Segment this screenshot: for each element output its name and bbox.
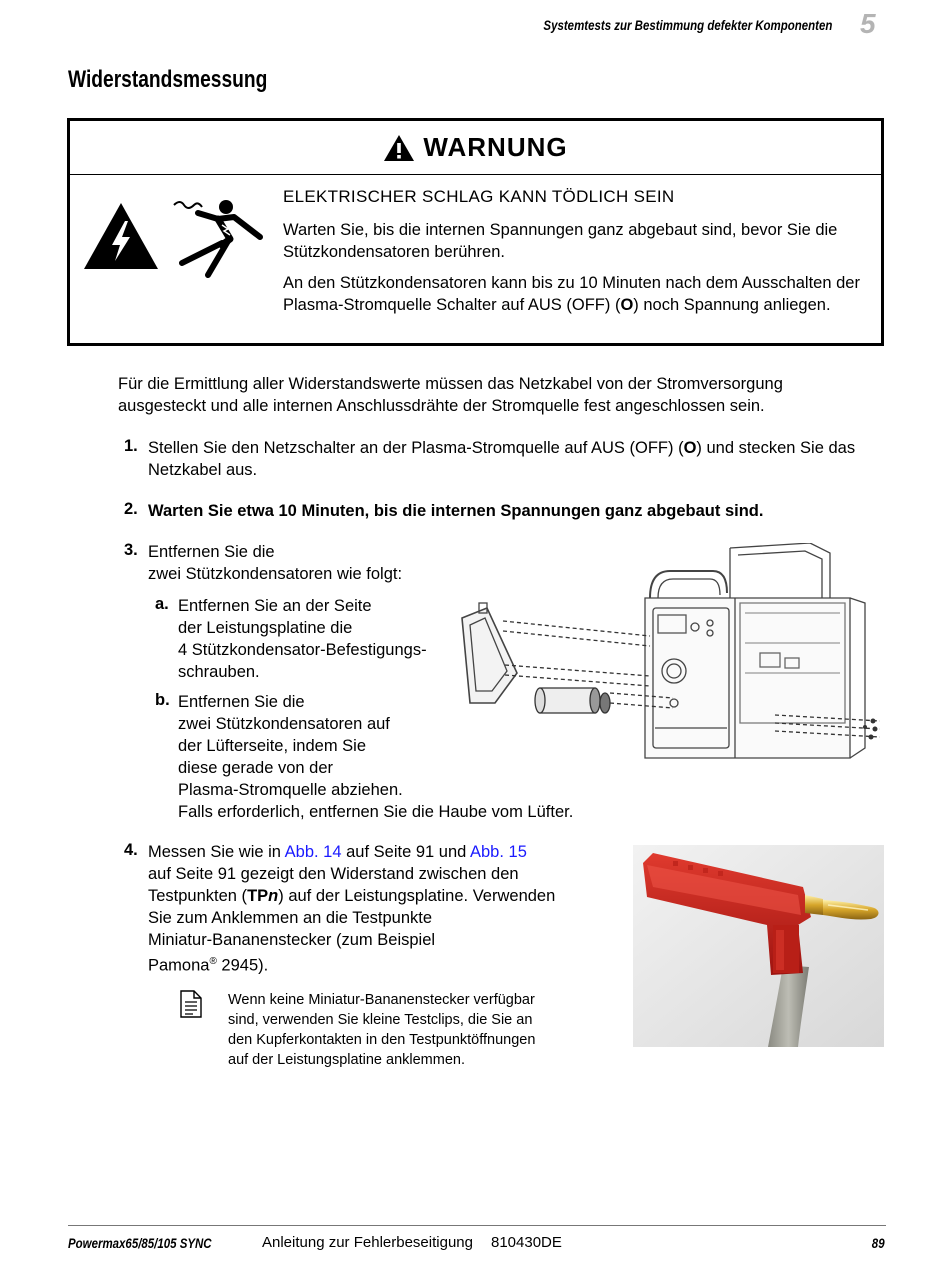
- step-4-number: 4.: [124, 841, 138, 859]
- warning-subheading: ELEKTRISCHER SCHLAG KANN TÖDLICH SEIN: [283, 187, 675, 206]
- figure-14-link[interactable]: Abb. 14: [284, 843, 342, 861]
- footer-product-name: Powermax65/85/105 SYNC: [68, 1235, 212, 1251]
- step-4-text: Messen Sie wie in Abb. 14 auf Seite 91 und Abb. 15 auf Seite 91 gezeigt den Widerstand zwischen den Testpunkten (TPn) auf der Leistungsplatine. Verwenden Sie zum Anklemmen an die Testpunkte Miniatur-Bananenstecker (zum Beispiel Pamona® 2945).: [148, 843, 556, 975]
- warning-header: [70, 121, 881, 175]
- footer-divider: [68, 1225, 886, 1226]
- section-title: Widerstandsmessung: [68, 66, 268, 93]
- header-title: Systemtests zur Bestimmung defekter Komponenten: [543, 17, 832, 33]
- banana-plug-photo: [633, 845, 884, 1047]
- footer-document-code: 810430DE: [491, 1234, 562, 1251]
- warning-paragraph-1: Warten Sie, bis die internen Spannungen ganz abgebaut sind, bevor Sie die Stützkondensatoren berühren.: [283, 221, 838, 261]
- high-voltage-icon: [82, 201, 160, 271]
- capacitor-removal-illustration: [455, 543, 885, 768]
- step-3a-label: a.: [155, 595, 169, 613]
- chapter-number: 5: [860, 8, 876, 39]
- figure-15-link[interactable]: Abb. 15: [470, 843, 527, 861]
- step-3a-text: Entfernen Sie an der Seite der Leistungsplatine die 4 Stützkondensator-Befestigungs- schrauben.: [178, 597, 427, 681]
- note-text: Wenn keine Miniatur-Bananenstecker verfügbar sind, verwenden Sie kleine Testclips, die Sie an den Kupferkontakten in den Testpunktöffnungen auf der Leistungsplatine anklemmen.: [228, 992, 536, 1068]
- step-2-text: Warten Sie etwa 10 Minuten, bis die internen Spannungen ganz abgebaut sind.: [148, 502, 764, 520]
- step-3b-text: Entfernen Sie die zwei Stützkondensatoren auf der Lüfterseite, indem Sie diese gerade von der Plasma-Stromquelle abziehen. Falls erforderlich, entfernen Sie die Haube vom Lüfter.: [178, 693, 574, 821]
- step-2-number: 2.: [124, 500, 138, 518]
- footer-page-number: 89: [872, 1235, 885, 1251]
- step-1-number: 1.: [124, 437, 138, 455]
- footer-document-title: Anleitung zur Fehlerbeseitigung: [262, 1234, 473, 1251]
- step-1-text: Stellen Sie den Netzschalter an der Plasma-Stromquelle auf AUS (OFF) (O) und stecken Sie das Netzkabel aus.: [148, 439, 856, 479]
- warning-triangle-icon: [383, 134, 415, 162]
- warning-heading: WARNUNG: [423, 132, 568, 162]
- note-document-icon: [180, 990, 202, 1018]
- warning-paragraph-2: An den Stützkondensatoren kann bis zu 10 Minuten nach dem Ausschalten der Plasma-Stromquelle Schalter auf AUS (OFF) (O) noch Spannung anliegen.: [283, 274, 860, 314]
- warning-box: [67, 118, 884, 346]
- step-3-text: Entfernen Sie die zwei Stützkondensatoren wie folgt:: [148, 543, 403, 583]
- step-3b-label: b.: [155, 691, 170, 709]
- step-3-number: 3.: [124, 541, 138, 559]
- electrocuted-person-icon: [170, 195, 266, 279]
- intro-paragraph: Für die Ermittlung aller Widerstandswerte müssen das Netzkabel von der Stromversorgung ausgesteckt und alle internen Anschlussdrähte der Stromquelle fest angeschlossen sein.: [118, 375, 783, 415]
